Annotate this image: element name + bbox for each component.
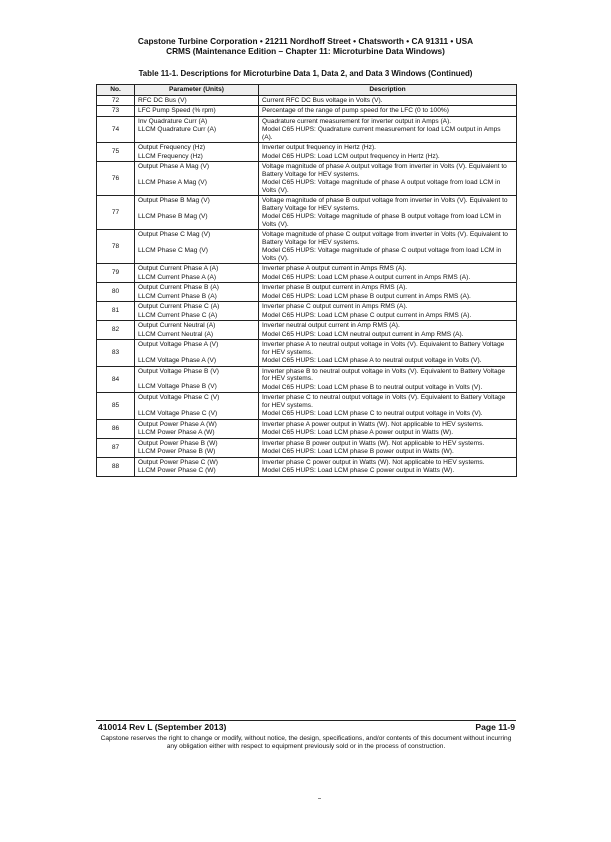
description-text: Voltage magnitude of phase B output voltage from inverter in Volts (V). Equivalent to Battery Voltage for HEV systems. [262,197,508,212]
parameter-name: Output Current Phase A (A) [138,265,219,272]
parameter-name: Output Voltage Phase A (V) [138,341,219,348]
parameter-name: RFC DC Bus (V) [138,96,187,104]
description-cell [259,340,517,367]
parameter-cell [135,106,259,117]
description-cell [259,95,517,106]
table-row [97,162,517,196]
description-text-llcm: Model C65 HUPS: Load LCM neutral output current in Amp RMS (A). [262,330,464,338]
parameter-name: Output Current Neutral (A) [138,322,216,329]
parameter-name: Output Voltage Phase C (V) [138,394,220,401]
description-text-llcm: Model C65 HUPS: Load LCM phase C to neutral output voltage in Volts (V). [262,410,483,417]
description-cell [259,302,517,321]
description-cell [259,264,517,283]
row-number: 74 [97,116,135,143]
description-cell [259,366,517,393]
table-row [97,196,517,230]
parameter-cell [135,230,259,264]
table-row [97,366,517,393]
column-header-parameter: Parameter (Units) [135,85,259,96]
table-body [97,95,517,476]
description-cell [259,106,517,117]
description-cell [259,230,517,264]
parameter-name: Output Current Phase B (A) [138,284,219,291]
parameter-name-llcm: LLCM Phase B Mag (V) [138,212,208,220]
description-text: Inverter phase C power output in Watts (W). Not applicable to HEV systems. [262,458,485,466]
description-cell [259,196,517,230]
parameter-name: LFC Pump Speed (% rpm) [138,107,216,114]
table-row [97,438,517,457]
description-text-llcm: Model C65 HUPS: Load LCM phase C power output in Watts (W). [262,467,455,474]
parameter-cell [135,366,259,393]
parameter-cell [135,196,259,230]
row-number: 84 [97,366,135,393]
parameter-name-llcm: LLCM Power Phase C (W) [138,467,216,474]
column-header-no: No. [97,85,135,96]
row-number: 83 [97,340,135,367]
table-row [97,302,517,321]
description-text-llcm: Model C65 HUPS: Load LCM phase B power output in Watts (W). [262,448,454,455]
description-text: Quadrature current measurement for inverter output in Amps (A). [262,117,452,125]
parameter-cell [135,302,259,321]
header-chapter-line: CRMS (Maintenance Edition – Chapter 11: Microturbine Data Windows) [166,46,445,56]
description-text-llcm: Model C65 HUPS: Voltage magnitude of phase B output voltage from load LCM in Volts (V). [262,213,501,228]
description-text: Percentage of the range of pump speed for the LFC (0 to 100%) [262,107,449,114]
table-row [97,116,517,143]
parameter-name-llcm: LLCM Voltage Phase C (V) [138,409,218,417]
table-row [97,95,517,106]
description-text-llcm: Model C65 HUPS: Load LCM phase B output current in Amps RMS (A). [262,292,471,300]
parameter-name-llcm: LLCM Current Phase C (A) [138,311,218,319]
scan-speck [318,798,321,799]
description-text: Inverter phase A to neutral output voltage in Volts (V). Equivalent to Battery Voltage for HEV systems. [262,341,505,356]
description-text-llcm: Model C65 HUPS: Load LCM output frequency in Hertz (Hz). [262,152,440,160]
description-cell [259,321,517,340]
description-text-llcm: Model C65 HUPS: Load LCM phase A power output in Watts (W). [262,429,454,436]
table-row [97,393,517,420]
parameter-name: Inv Quadrature Curr (A) [138,117,208,125]
parameter-name-llcm: LLCM Quadrature Curr (A) [138,126,217,133]
footer-rule [96,720,516,721]
description-text-llcm: Model C65 HUPS: Voltage magnitude of phase A output voltage from load LCM in Volts (V). [262,179,501,194]
parameter-name-llcm: LLCM Power Phase B (W) [138,448,216,455]
parameter-name: Output Phase A Mag (V) [138,163,210,170]
parameter-name-llcm: LLCM Voltage Phase B (V) [138,383,217,390]
description-text: Inverter phase A output current in Amps RMS (A). [262,265,407,272]
parameter-cell [135,116,259,143]
description-text: Inverter phase B power output in Watts (W). Not applicable to HEV systems. [262,439,485,447]
column-header-description: Description [259,85,517,96]
description-text: Inverter phase C to neutral output voltage in Volts (V). Equivalent to Battery Voltage for HEV systems. [262,394,506,409]
footer-page-number: Page 11-9 [475,722,515,732]
row-number: 76 [97,162,135,196]
table-row [97,230,517,264]
parameter-cell [135,95,259,106]
table-row [97,106,517,117]
row-number: 88 [97,457,135,476]
description-cell [259,419,517,438]
parameter-cell [135,283,259,302]
description-text-llcm: Model C65 HUPS: Quadrature current measurement for load LCM output in Amps (A). [262,126,501,141]
table-row [97,457,517,476]
description-text: Inverter output frequency in Hertz (Hz). [262,144,376,151]
table-row [97,340,517,367]
table-row [97,419,517,438]
parameter-name-llcm: LLCM Current Phase B (A) [138,292,217,300]
footer-doc-id: 410014 Rev L (September 2013) [98,722,227,732]
parameter-table [96,84,517,477]
row-number: 80 [97,283,135,302]
parameter-name: Output Power Phase B (W) [138,439,218,447]
parameter-name: Output Current Phase C (A) [138,303,220,310]
description-cell [259,393,517,420]
description-text: Inverter phase B output current in Amps RMS (A). [262,284,408,291]
description-cell [259,116,517,143]
parameter-cell [135,340,259,367]
parameter-name: Output Power Phase C (W) [138,458,218,466]
parameter-name-llcm: LLCM Frequency (Hz) [138,152,203,160]
description-text: Voltage magnitude of phase C output voltage from inverter in Volts (V). Equivalent to Battery Voltage for HEV systems. [262,231,508,246]
description-text-llcm: Model C65 HUPS: Voltage magnitude of phase C output voltage from load LCM in Volts (V). [262,247,502,262]
description-text-llcm: Model C65 HUPS: Load LCM phase A to neutral output voltage in Volts (V). [262,357,482,364]
row-number: 86 [97,419,135,438]
table-row [97,283,517,302]
table-row [97,321,517,340]
parameter-name: Output Voltage Phase B (V) [138,367,220,375]
description-cell [259,283,517,302]
parameter-cell [135,457,259,476]
description-text-llcm: Model C65 HUPS: Load LCM phase A output current in Amps RMS (A). [262,273,471,281]
description-cell [259,162,517,196]
description-text-llcm: Model C65 HUPS: Load LCM phase B to neutral output voltage in Volts (V). [262,383,483,391]
parameter-name-llcm: LLCM Power Phase A (W) [138,429,215,436]
row-number: 82 [97,321,135,340]
row-number: 87 [97,438,135,457]
row-number: 85 [97,393,135,420]
parameter-name-llcm: LLCM Phase A Mag (V) [138,178,207,186]
row-number: 73 [97,106,135,117]
parameter-name-llcm: LLCM Phase C Mag (V) [138,246,208,254]
parameter-name-llcm: LLCM Current Neutral (A) [138,330,214,338]
table-row [97,143,517,162]
description-text: Current RFC DC Bus voltage in Volts (V). [262,96,383,104]
description-text: Inverter neutral output current in Amp RMS (A). [262,322,400,329]
parameter-name: Output Frequency (Hz) [138,144,206,151]
description-cell [259,143,517,162]
parameter-name: Output Power Phase A (W) [138,420,217,428]
parameter-cell [135,143,259,162]
footer-disclaimer: Capstone reserves the right to change or modify, without notice, the design, specifications, and/or contents of this document without incurring any obligation either with respect to equipment previously sold or in the process of construction. [100,735,512,750]
header-company-line: Capstone Turbine Corporation • 21211 Nordhoff Street • Chatsworth • CA 91311 • USA [137,36,474,46]
parameter-cell [135,419,259,438]
row-number: 77 [97,196,135,230]
parameter-name-llcm: LLCM Voltage Phase A (V) [138,356,217,364]
table-row [97,264,517,283]
parameter-name: Output Phase C Mag (V) [138,231,211,238]
parameter-cell [135,162,259,196]
row-number: 81 [97,302,135,321]
row-number: 78 [97,230,135,264]
description-text: Voltage magnitude of phase A output voltage from inverter in Volts (V). Equivalent to Battery Voltage for HEV systems. [262,163,507,178]
page-header [0,36,611,56]
description-text: Inverter phase A power output in Watts (W). Not applicable to HEV systems. [262,420,484,428]
row-number: 75 [97,143,135,162]
parameter-cell [135,264,259,283]
description-cell [259,438,517,457]
parameter-cell [135,393,259,420]
description-text: Inverter phase B to neutral output voltage in Volts (V). Equivalent to Battery Voltage for HEV systems. [262,367,506,382]
row-number: 72 [97,95,135,106]
description-cell [259,457,517,476]
parameter-cell [135,438,259,457]
parameter-name: Output Phase B Mag (V) [138,197,210,204]
table-header-row [97,85,517,96]
description-text-llcm: Model C65 HUPS: Load LCM phase C output current in Amps RMS (A). [262,311,472,319]
table-caption: Table 11-1. Descriptions for Microturbine Data 1, Data 2, and Data 3 Windows (Continued) [138,69,473,78]
description-text: Inverter phase C output current in Amps RMS (A). [262,303,408,310]
row-number: 79 [97,264,135,283]
parameter-cell [135,321,259,340]
parameter-name-llcm: LLCM Current Phase A (A) [138,273,217,281]
